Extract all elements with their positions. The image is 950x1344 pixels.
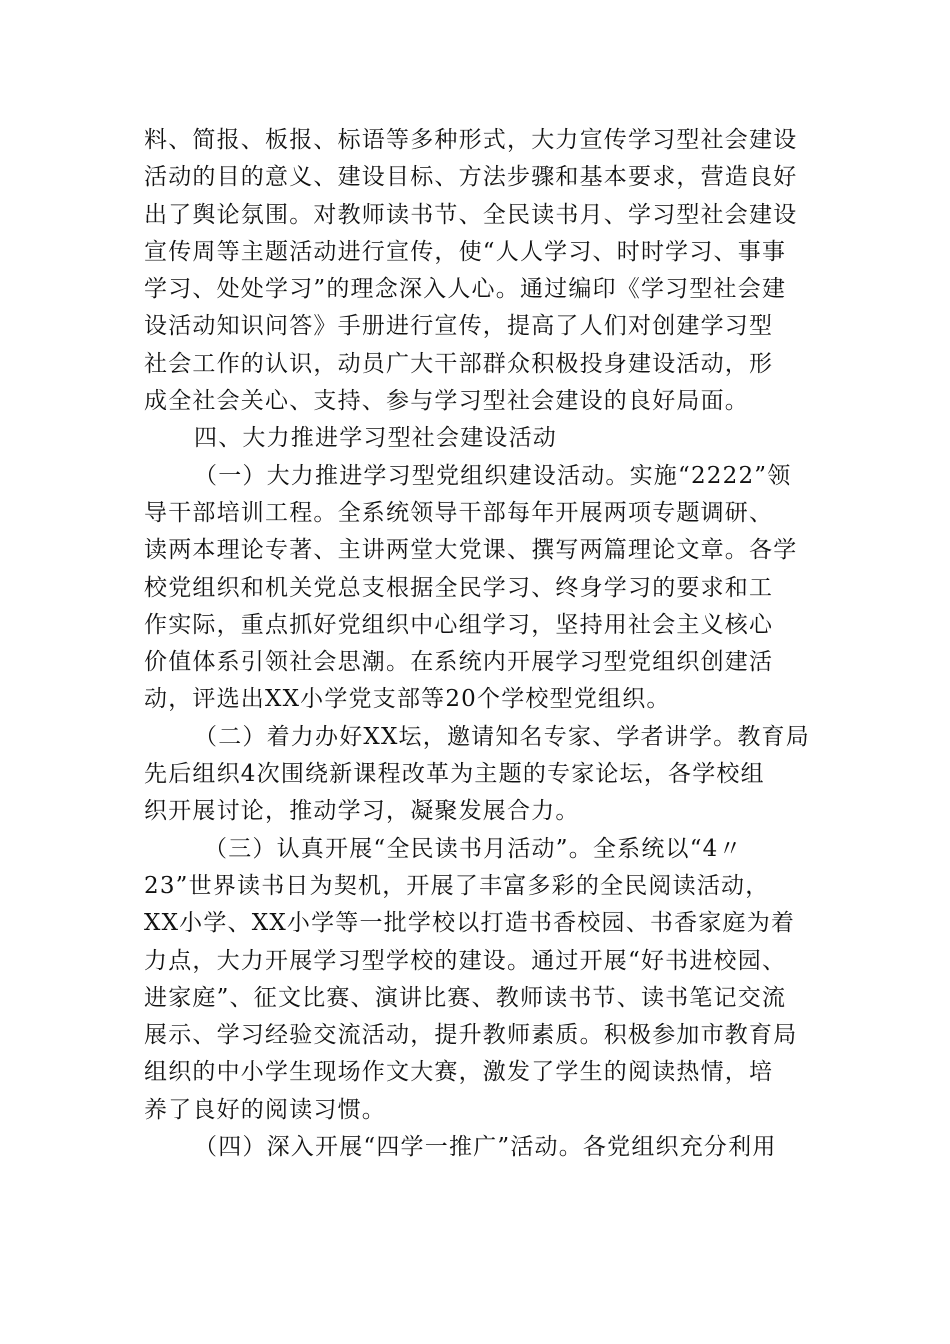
text-line: 设活动知识问答》手册进行宣传，提高了人们对创建学习型 <box>144 313 774 340</box>
text-line: 活动的目的意义、建设目标、方法步骤和基本要求，营造良好 <box>144 164 798 191</box>
text-line: 织开展讨论，推动学习，凝聚发展合力。 <box>144 798 580 825</box>
paragraph-first-line: （一）大力推进学习型党组织建设活动。实施“2222”领 <box>194 462 792 489</box>
text-line: 进家庭”、征文比赛、演讲比赛、教师读书节、读书笔记交流 <box>144 984 787 1011</box>
text-line: 价值体系引领社会思潮。在系统内开展学习型党组织创建活 <box>144 649 774 676</box>
text-line: 学习、处处学习”的理念深入人心。通过编印《学习型社会建 <box>144 276 787 303</box>
paragraph-first-line: （四）深入开展“四学一推广”活动。各党组织充分利用 <box>194 1134 777 1161</box>
text-line: 成全社会关心、支持、参与学习型社会建设的良好局面。 <box>144 388 749 415</box>
text-line: 先后组织4次围绕新课程改革为主题的专家论坛，各学校组 <box>144 761 765 788</box>
paragraph-first-line: （三）认真开展“全民读书月活动”。全系统以“4〃 <box>204 835 743 862</box>
text-line: 出了舆论氛围。对教师读书节、全民读书月、学习型社会建设 <box>144 201 798 228</box>
text-line: 校党组织和机关党总支根据全民学习、终身学习的要求和工 <box>144 574 774 601</box>
text-line: 导干部培训工程。全系统领导干部每年开展两项专题调研、 <box>144 499 774 526</box>
text-line: 23”世界读书日为契机，开展了丰富多彩的全民阅读活动， <box>144 872 770 899</box>
text-line: 宣传周等主题活动进行宣传，使“人人学习、时时学习、事事 <box>144 238 787 265</box>
text-line: 展示、学习经验交流活动，提升教师素质。积极参加市教育局 <box>144 1022 798 1049</box>
text-line: 作实际，重点抓好党组织中心组学习，坚持用社会主义核心 <box>144 611 774 638</box>
document-body <box>144 122 808 1166</box>
text-line: 组织的中小学生现场作文大赛，激发了学生的阅读热情，培 <box>144 1059 774 1086</box>
text-line: 料、简报、板报、标语等多种形式，大力宣传学习型社会建设 <box>144 127 798 153</box>
text-line: 养了良好的阅读习惯。 <box>144 1096 386 1123</box>
section-heading: 四、大力推进学习型社会建设活动 <box>194 425 557 452</box>
text-line: XX小学、XX小学等一批学校以打造书香校园、书香家庭为着 <box>144 910 796 937</box>
paragraph-first-line: （二）着力办好XX坛，邀请知名专家、学者讲学。教育局 <box>194 723 810 750</box>
text-line: 社会工作的认识，动员广大干部群众积极投身建设活动，形 <box>144 350 774 377</box>
text-line: 力点，大力开展学习型学校的建设。通过开展“好书进校园、 <box>144 947 787 974</box>
text-line: 动，评选出XX小学党支部等20个学校型党组织。 <box>144 686 671 713</box>
text-line: 读两本理论专著、主讲两堂大党课、撰写两篇理论文章。各学 <box>144 537 798 564</box>
